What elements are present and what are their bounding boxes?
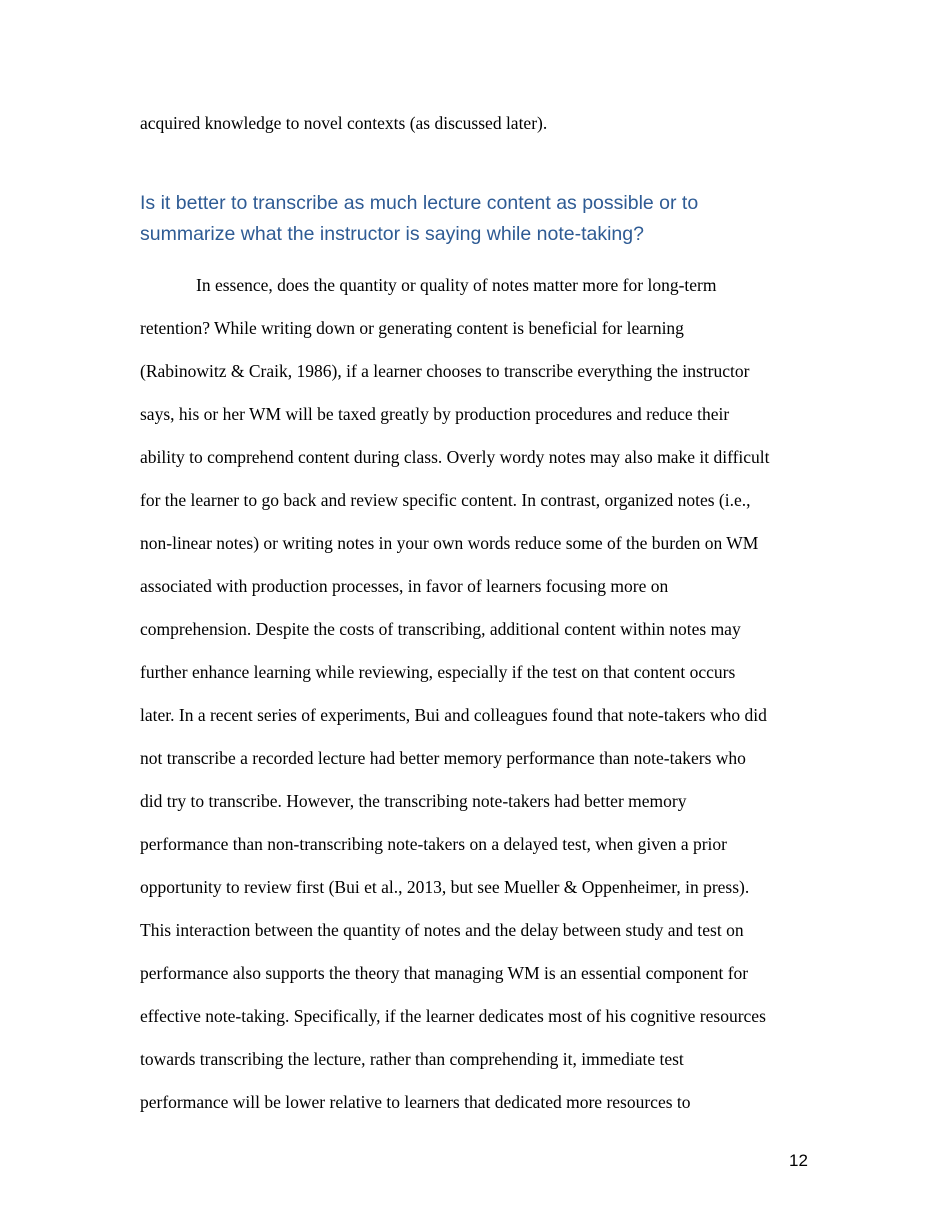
paragraph-line: effective note-taking. Specifically, if the learner dedicates most of his cognitive resources [140,1006,766,1026]
paragraph-line: says, his or her WM will be taxed greatly by production procedures and reduce their [140,404,730,424]
paragraph-line: performance will be lower relative to learners that dedicated more resources to [140,1092,691,1112]
paragraph-line: later. In a recent series of experiments, Bui and colleagues found that note-takers who did [140,705,767,725]
paragraph-line: performance than non-transcribing note-takers on a delayed test, when given a prior [140,834,728,854]
page-number: 12 [789,1151,808,1170]
paragraph-line: retention? While writing down or generating content is beneficial for learning [140,318,684,338]
paragraph-line: This interaction between the quantity of notes and the delay between study and test on [140,920,744,940]
paragraph-line: associated with production processes, in favor of learners focusing more on [140,576,669,596]
paragraph-line: for the learner to go back and review specific content. In contrast, organized notes (i.e., [140,490,751,510]
paragraph-line: (Rabinowitz & Craik, 1986), if a learner chooses to transcribe everything the instructor [140,361,750,381]
paragraph-line: performance also supports the theory that managing WM is an essential component for [140,963,749,983]
paragraph-line: opportunity to review first (Bui et al., 2013, but see Mueller & Oppenheimer, in press). [140,877,750,897]
paragraph-line: did try to transcribe. However, the transcribing note-takers had better memory [140,791,687,811]
section-heading-line-1: Is it better to transcribe as much lecture content as possible or to [140,192,699,214]
paragraph-line: In essence, does the quantity or quality of notes matter more for long-term [196,275,717,295]
paragraph-line: not transcribe a recorded lecture had better memory performance than note-takers who [140,748,746,768]
paragraph-line: ability to comprehend content during class. Overly wordy notes may also make it difficult [140,447,770,467]
paragraph-line: further enhance learning while reviewing, especially if the test on that content occurs [140,662,736,682]
section-heading-line-2: summarize what the instructor is saying while note-taking? [140,223,644,245]
body-text-line: acquired knowledge to novel contexts (as discussed later). [140,113,548,133]
paragraph-line: comprehension. Despite the costs of transcribing, additional content within notes may [140,619,741,639]
paragraph-line: towards transcribing the lecture, rather than comprehending it, immediate test [140,1049,684,1069]
paragraph-line: non-linear notes) or writing notes in your own words reduce some of the burden on WM [140,533,759,553]
